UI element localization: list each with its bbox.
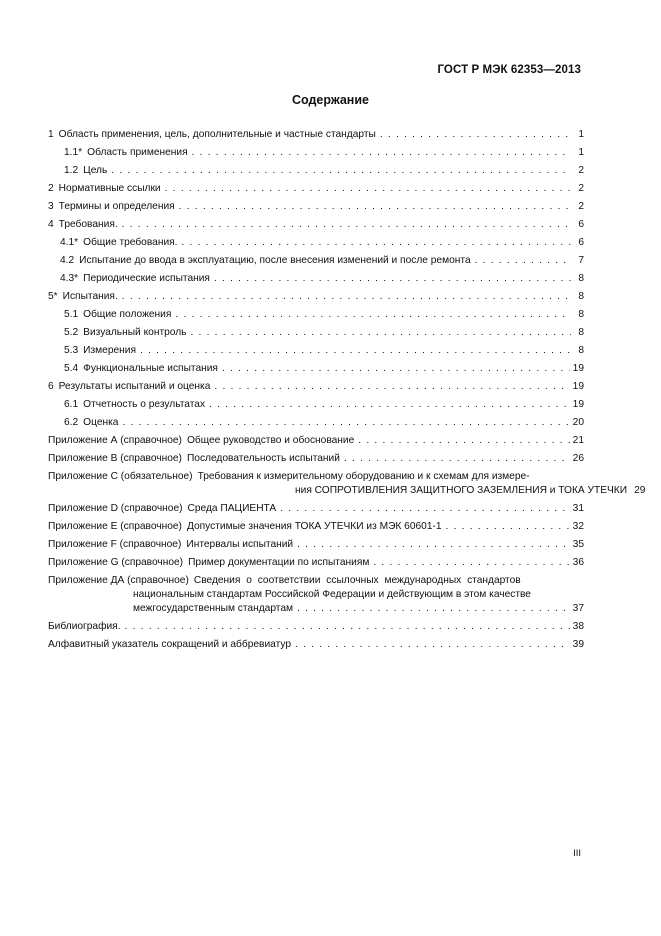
toc-entry[interactable] bbox=[48, 196, 584, 214]
dot-leader bbox=[297, 602, 570, 616]
dot-leader bbox=[446, 520, 570, 534]
annex-label: Приложение Е (справочное) bbox=[48, 521, 182, 532]
toc-entry-title: Общие положения bbox=[83, 309, 172, 320]
toc-entry[interactable] bbox=[48, 124, 584, 142]
toc-entry-page: 36 bbox=[572, 557, 584, 568]
toc-entry-number: 5.2 bbox=[64, 327, 79, 338]
toc-entry-title: Требования. bbox=[58, 219, 118, 230]
dot-leader bbox=[175, 308, 571, 322]
toc-entry-page: 2 bbox=[578, 183, 584, 194]
dot-leader bbox=[122, 218, 571, 232]
toc-entry-number: 1.1* bbox=[64, 147, 83, 158]
toc-entry-page: 21 bbox=[572, 435, 584, 446]
annex-title-line2: ния СОПРОТИВЛЕНИЯ ЗАЩИТНОГО ЗАЗЕМЛЕНИЯ и ТОКА УТЕЧКИ bbox=[295, 485, 628, 496]
page-number: III bbox=[573, 848, 581, 859]
toc-annex-f[interactable] bbox=[48, 534, 584, 552]
toc-entry-page: 1 bbox=[578, 129, 584, 140]
toc-entry[interactable] bbox=[48, 376, 584, 394]
toc-entry-number: 5.4 bbox=[64, 363, 79, 374]
toc-entry-page: 19 bbox=[572, 363, 584, 374]
toc-entry[interactable] bbox=[48, 214, 584, 232]
toc-entry[interactable] bbox=[48, 142, 584, 160]
dot-leader bbox=[295, 638, 570, 652]
toc-entry-page: 39 bbox=[572, 639, 584, 650]
toc-entry-page: 7 bbox=[578, 255, 584, 266]
toc-entry[interactable] bbox=[48, 340, 584, 358]
toc-entry-number: 4.1* bbox=[60, 237, 79, 248]
toc-entry[interactable] bbox=[48, 394, 584, 412]
toc-entry-title: Функциональные испытания bbox=[83, 363, 218, 374]
dot-leader bbox=[214, 272, 571, 286]
toc-entry-page: 8 bbox=[578, 327, 584, 338]
annex-title: Последовательность испытаний bbox=[186, 453, 340, 464]
dot-leader bbox=[125, 620, 570, 634]
dot-leader bbox=[181, 236, 571, 250]
toc-entry[interactable] bbox=[48, 412, 584, 430]
dot-leader bbox=[165, 182, 571, 196]
toc-annex-c[interactable] bbox=[48, 466, 646, 498]
toc-entry[interactable] bbox=[48, 232, 584, 250]
toc-entry-number: 2 bbox=[48, 183, 54, 194]
toc-entry-number: 5* bbox=[48, 291, 58, 302]
toc-entry-page: 31 bbox=[572, 503, 584, 514]
toc-entry-page: 6 bbox=[578, 237, 584, 248]
annex-title: Пример документации по испытаниям bbox=[188, 557, 370, 568]
toc-entry-title: Область применения bbox=[87, 147, 188, 158]
toc-entry-number: 1.2 bbox=[64, 165, 79, 176]
toc-annex-a[interactable] bbox=[48, 430, 584, 448]
toc-entry-page: 29 bbox=[634, 485, 646, 496]
toc-entry-page: 35 bbox=[572, 539, 584, 550]
toc-entry-number: 6.1 bbox=[64, 399, 79, 410]
toc-annex-g[interactable] bbox=[48, 552, 584, 570]
toc-entry-number: 6 bbox=[48, 381, 54, 392]
annex-label: Приложение А (справочное) bbox=[48, 435, 182, 446]
annex-label: Приложение С (обязательное) bbox=[48, 471, 193, 482]
toc-entry-title: Оценка bbox=[83, 417, 119, 428]
dot-leader bbox=[475, 254, 571, 268]
dot-leader bbox=[222, 362, 570, 376]
annex-label: Приложение ДА (справочное) bbox=[48, 575, 189, 586]
toc-entry-title: Измерения bbox=[83, 345, 136, 356]
dot-leader bbox=[111, 164, 571, 178]
toc-entry-number: 5.3 bbox=[64, 345, 79, 356]
dot-leader bbox=[280, 502, 569, 516]
toc-entry-number: 3 bbox=[48, 201, 54, 212]
toc-annex-da[interactable] bbox=[48, 570, 584, 616]
annex-title: Общее руководство и обоснование bbox=[186, 435, 355, 446]
toc-entry-page: 8 bbox=[578, 345, 584, 356]
toc-entry-title: Цель bbox=[83, 165, 108, 176]
toc-annex-d[interactable] bbox=[48, 498, 584, 516]
toc-entry-title: Нормативные ссылки bbox=[58, 183, 161, 194]
toc-entry-page: 8 bbox=[578, 291, 584, 302]
dot-leader bbox=[380, 128, 571, 142]
toc-entry-number: 1 bbox=[48, 129, 54, 140]
toc-entry-title: Визуальный контроль bbox=[83, 327, 187, 338]
toc-entry-title: Периодические испытания bbox=[83, 273, 210, 284]
toc-entry-page: 26 bbox=[572, 453, 584, 464]
toc-entry-page: 37 bbox=[572, 603, 584, 614]
toc-entry-number: 4.3* bbox=[60, 273, 79, 284]
annex-label: Приложение В (справочное) bbox=[48, 453, 182, 464]
dot-leader bbox=[373, 556, 569, 570]
toc-entry-page: 38 bbox=[572, 621, 584, 632]
toc-annex-e[interactable] bbox=[48, 516, 584, 534]
bibliography-title: Библиография. bbox=[48, 621, 121, 632]
toc-entry-page: 6 bbox=[578, 219, 584, 230]
dot-leader bbox=[140, 344, 571, 358]
dot-leader bbox=[214, 380, 569, 394]
toc-entry[interactable] bbox=[48, 358, 584, 376]
table-of-contents bbox=[48, 124, 646, 652]
toc-bibliography[interactable] bbox=[48, 616, 584, 634]
toc-entry-page: 8 bbox=[578, 309, 584, 320]
annex-title: Среда ПАЦИЕНТА bbox=[187, 503, 277, 514]
toc-entry-title: Испытание до ввода в эксплуатацию, после внесения изменений и после ремонта bbox=[79, 255, 471, 266]
toc-entry-page: 19 bbox=[572, 381, 584, 392]
dot-leader bbox=[122, 290, 571, 304]
toc-entry[interactable] bbox=[48, 160, 584, 178]
annex-title: Интервалы испытаний bbox=[186, 539, 294, 550]
annex-label: Приложение D (справочное) bbox=[48, 503, 183, 514]
toc-entry-title: Испытания. bbox=[62, 291, 118, 302]
toc-entry[interactable] bbox=[48, 304, 584, 322]
toc-entry[interactable] bbox=[48, 286, 584, 304]
dot-leader bbox=[297, 538, 570, 552]
toc-entry-title: Общие требования. bbox=[83, 237, 178, 248]
toc-entry-page: 32 bbox=[572, 521, 584, 532]
toc-entry[interactable] bbox=[48, 178, 584, 196]
annex-title-line1: Требования к измерительному оборудованию и к схемам для измере- bbox=[197, 471, 530, 482]
toc-index[interactable] bbox=[48, 634, 584, 652]
toc-entry-title: Результаты испытаний и оценка bbox=[58, 381, 211, 392]
dot-leader bbox=[209, 398, 570, 412]
toc-entry[interactable] bbox=[48, 322, 584, 340]
toc-entry-page: 8 bbox=[578, 273, 584, 284]
toc-entry-page: 2 bbox=[578, 165, 584, 176]
toc-entry-page: 2 bbox=[578, 201, 584, 212]
toc-entry-title: Область применения, цель, дополнительные и частные стандарты bbox=[58, 129, 376, 140]
toc-entry[interactable] bbox=[48, 268, 584, 286]
dot-leader bbox=[344, 452, 570, 466]
toc-entry-title: Отчетность о результатах bbox=[83, 399, 206, 410]
toc-entry[interactable] bbox=[48, 250, 584, 268]
dot-leader bbox=[358, 434, 569, 448]
annex-title-line3: межгосударственным стандартам bbox=[133, 603, 293, 614]
toc-entry-page: 19 bbox=[572, 399, 584, 410]
dot-leader bbox=[179, 200, 571, 214]
annex-label: Приложение G (справочное) bbox=[48, 557, 184, 568]
index-title: Алфавитный указатель сокращений и аббревиатур bbox=[48, 639, 292, 650]
toc-entry-number: 6.2 bbox=[64, 417, 79, 428]
toc-entry-page: 20 bbox=[572, 417, 584, 428]
annex-title-line1: Сведения о соответствии ссылочных международных стандартов bbox=[193, 575, 521, 586]
toc-entry-title: Термины и определения bbox=[58, 201, 175, 212]
toc-annex-b[interactable] bbox=[48, 448, 584, 466]
toc-entry-number: 5.1 bbox=[64, 309, 79, 320]
dot-leader bbox=[122, 416, 569, 430]
dot-leader bbox=[190, 326, 571, 340]
document-code: ГОСТ Р МЭК 62353—2013 bbox=[437, 64, 581, 76]
toc-entry-page: 1 bbox=[578, 147, 584, 158]
toc-entry-number: 4 bbox=[48, 219, 54, 230]
annex-label: Приложение F (справочное) bbox=[48, 539, 182, 550]
dot-leader bbox=[192, 146, 571, 160]
toc-entry-number: 4.2 bbox=[60, 255, 75, 266]
annex-title: Допустимые значения ТОКА УТЕЧКИ из МЭК 60601-1 bbox=[186, 521, 442, 532]
annex-title-line2: национальным стандартам Российской Федерации и действующим в этом качестве bbox=[133, 589, 531, 600]
page-title: Содержание bbox=[291, 93, 369, 107]
